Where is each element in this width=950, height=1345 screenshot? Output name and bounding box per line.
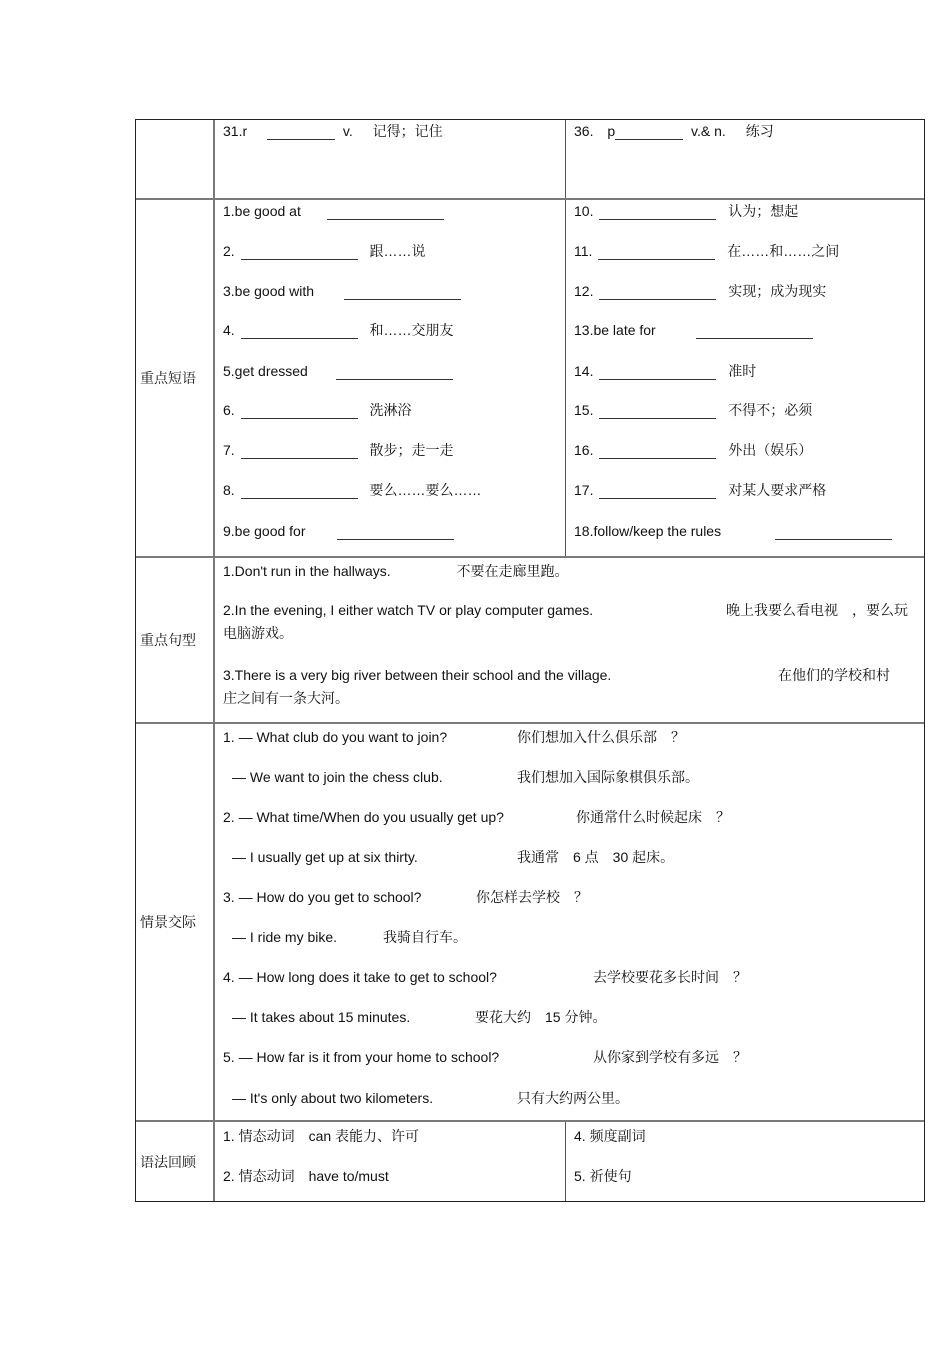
vocab-number: 36. — [574, 123, 594, 139]
answer-blank[interactable] — [241, 444, 358, 459]
grammar-item: 2. 情态动词 have to/must — [223, 1168, 389, 1184]
vocab-prefix: p — [607, 123, 616, 139]
answer-blank[interactable] — [599, 484, 716, 499]
phrase-meaning: 不得不；必须 — [728, 402, 813, 418]
answer-blank[interactable] — [344, 285, 461, 300]
phrase-text: 15. — [574, 402, 594, 418]
answer-blank[interactable] — [599, 365, 716, 380]
dialogue-en: — We want to join the chess club. — [232, 769, 443, 785]
dialogue-en: — I ride my bike. — [232, 929, 338, 945]
dialogue-en: 4. — How long does it take to get to school? — [223, 969, 497, 985]
dialogues-cell — [215, 724, 924, 1120]
phrase-meaning: 洗淋浴 — [369, 402, 412, 418]
phrase-item — [223, 282, 461, 300]
phrase-item — [223, 202, 444, 220]
sentence-item — [223, 562, 569, 580]
phrase-text: 13.be late for — [574, 322, 656, 338]
answer-blank[interactable] — [327, 205, 444, 220]
phrase-item — [223, 522, 454, 540]
dialogues-label: 情景交际 — [136, 724, 215, 1120]
phrase-meaning: 实现；成为现实 — [728, 283, 827, 299]
vocab-pos: v.& n. — [691, 123, 726, 139]
vocab-cell-36 — [566, 120, 924, 198]
phrase-text: 12. — [574, 283, 594, 299]
phrase-text: 8. — [223, 482, 235, 498]
answer-blank[interactable] — [775, 525, 892, 540]
grammar-item: 5. 祈使句 — [574, 1168, 632, 1184]
sentence-item — [223, 666, 890, 684]
phrase-meaning: 和……交朋友 — [369, 322, 454, 338]
phrase-meaning: 外出（娱乐） — [728, 442, 813, 458]
dialogue-en: 5. — How far is it from your home to school? — [223, 1049, 500, 1065]
sentence-en: 3.There is a very big river between their school and the village. — [223, 667, 612, 683]
dialogue-zh: 要花大约 15 分钟。 — [475, 1009, 607, 1025]
phrase-item — [223, 362, 453, 380]
dialogue-line — [223, 968, 747, 986]
dialogue-zh: 我通常 6 点 30 起床。 — [517, 849, 675, 865]
dialogue-line — [223, 728, 685, 746]
phrase-item — [574, 401, 812, 419]
phrase-meaning: 对某人要求严格 — [728, 482, 827, 498]
dialogue-zh: 你怎样去学校 ？ — [476, 889, 588, 905]
answer-blank[interactable] — [615, 125, 683, 140]
phrase-item — [574, 202, 798, 220]
grammar-row — [136, 1122, 924, 1201]
answer-blank[interactable] — [598, 245, 715, 260]
sentence-zh: 在他们的学校和村 — [778, 667, 890, 683]
phrase-meaning: 散步；走一走 — [369, 442, 454, 458]
phrase-item — [223, 481, 481, 499]
grammar-left-cell — [215, 1122, 566, 1201]
vocab-meaning: 练习 — [745, 123, 774, 139]
phrase-text: 10. — [574, 203, 594, 219]
phrase-item — [574, 282, 826, 300]
vocab-meaning: 记得；记住 — [372, 123, 443, 139]
answer-blank[interactable] — [241, 245, 358, 260]
dialogue-line — [223, 888, 588, 906]
dialogue-zh: 你们想加入什么俱乐部 ？ — [517, 729, 685, 745]
dialogue-zh: 我骑自行车。 — [383, 929, 467, 945]
phrases-right-cell — [566, 200, 924, 556]
answer-blank[interactable] — [241, 484, 358, 499]
dialogue-zh: 我们想加入国际象棋俱乐部。 — [517, 769, 699, 785]
phrase-text: 2. — [223, 243, 235, 259]
phrase-text: 9.be good for — [223, 523, 306, 539]
answer-blank[interactable] — [267, 125, 335, 140]
grammar-right-cell — [566, 1122, 924, 1201]
sentence-en: 1.Don't run in the hallways. — [223, 563, 391, 579]
dialogue-en: — It takes about 15 minutes. — [232, 1009, 411, 1025]
grammar-item: 4. 频度副词 — [574, 1128, 646, 1144]
answer-blank[interactable] — [599, 205, 716, 220]
answer-blank[interactable] — [599, 285, 716, 300]
dialogue-line — [223, 808, 730, 826]
phrase-item — [574, 441, 812, 459]
phrase-text: 14. — [574, 363, 594, 379]
phrase-item — [223, 441, 453, 459]
sentences-row — [136, 558, 924, 724]
dialogue-line — [232, 848, 675, 866]
answer-blank[interactable] — [337, 525, 454, 540]
phrase-item — [223, 321, 453, 339]
phrase-meaning: 跟……说 — [369, 243, 426, 259]
phrase-text: 1.be good at — [223, 203, 301, 219]
dialogue-line — [232, 1008, 607, 1026]
sentence-zh: 晚上我要么看电视 ，要么玩 — [726, 602, 908, 618]
dialogue-line — [232, 928, 467, 946]
answer-blank[interactable] — [696, 324, 813, 339]
phrases-row — [136, 200, 924, 558]
phrases-left-cell — [215, 200, 566, 556]
dialogue-line — [232, 768, 699, 786]
phrases-label: 重点短语 — [136, 200, 215, 556]
phrase-text: 4. — [223, 322, 235, 338]
phrase-meaning: 要么……要么…… — [369, 482, 482, 498]
sentence-zh: 不要在走廊里跑。 — [456, 563, 569, 579]
phrase-item — [574, 242, 839, 260]
phrase-text: 11. — [574, 243, 593, 259]
dialogue-en: 2. — What time/When do you usually get up? — [223, 809, 504, 825]
sentence-continuation: 电脑游戏。 — [223, 625, 293, 641]
answer-blank[interactable] — [241, 324, 358, 339]
review-table — [135, 119, 925, 1202]
phrase-item — [574, 522, 892, 540]
vocab-label-cell — [136, 120, 215, 198]
answer-blank[interactable] — [336, 365, 453, 380]
phrase-item — [223, 242, 425, 260]
sentence-item — [223, 601, 908, 619]
phrase-text: 16. — [574, 442, 594, 458]
sentences-label: 重点句型 — [136, 558, 215, 722]
sentence-continuation: 庄之间有一条大河。 — [223, 690, 349, 706]
dialogue-en: — I usually get up at six thirty. — [232, 849, 418, 865]
dialogue-zh: 去学校要花多长时间 ？ — [593, 969, 747, 985]
dialogue-zh: 只有大约两公里。 — [517, 1090, 629, 1106]
grammar-label: 语法回顾 — [136, 1122, 215, 1201]
phrase-text: 3.be good with — [223, 283, 315, 299]
vocab-number: 31.r — [223, 123, 248, 139]
phrase-meaning: 准时 — [728, 363, 757, 379]
vocab-cell-31 — [215, 120, 566, 198]
answer-blank[interactable] — [241, 404, 358, 419]
phrase-meaning: 认为；想起 — [728, 203, 799, 219]
dialogue-zh: 你通常什么时候起床 ？ — [576, 809, 730, 825]
dialogue-line — [223, 1048, 747, 1066]
answer-blank[interactable] — [599, 404, 716, 419]
dialogue-zh: 从你家到学校有多远 ？ — [593, 1049, 747, 1065]
phrase-text: 7. — [223, 442, 235, 458]
phrase-text: 6. — [223, 402, 235, 418]
phrase-text: 17. — [574, 482, 594, 498]
dialogues-row — [136, 724, 924, 1122]
dialogue-en: — It's only about two kilometers. — [232, 1090, 434, 1106]
phrase-item — [574, 321, 813, 339]
dialogue-en: 1. — What club do you want to join? — [223, 729, 448, 745]
phrase-text: 18.follow/keep the rules — [574, 523, 722, 539]
answer-blank[interactable] — [599, 444, 716, 459]
phrase-item — [223, 401, 411, 419]
sentence-en: 2.In the evening, I either watch TV or play computer games. — [223, 602, 594, 618]
dialogue-en: 3. — How do you get to school? — [223, 889, 422, 905]
phrase-item — [574, 481, 826, 499]
phrase-item — [574, 362, 756, 380]
vocab-pos: v. — [342, 123, 353, 139]
sentences-cell — [215, 558, 924, 722]
vocab-row — [136, 120, 924, 200]
phrase-meaning: 在……和……之间 — [727, 243, 840, 259]
phrase-text: 5.get dressed — [223, 363, 308, 379]
grammar-item: 1. 情态动词 can 表能力、许可 — [223, 1128, 420, 1144]
dialogue-line — [232, 1089, 629, 1107]
